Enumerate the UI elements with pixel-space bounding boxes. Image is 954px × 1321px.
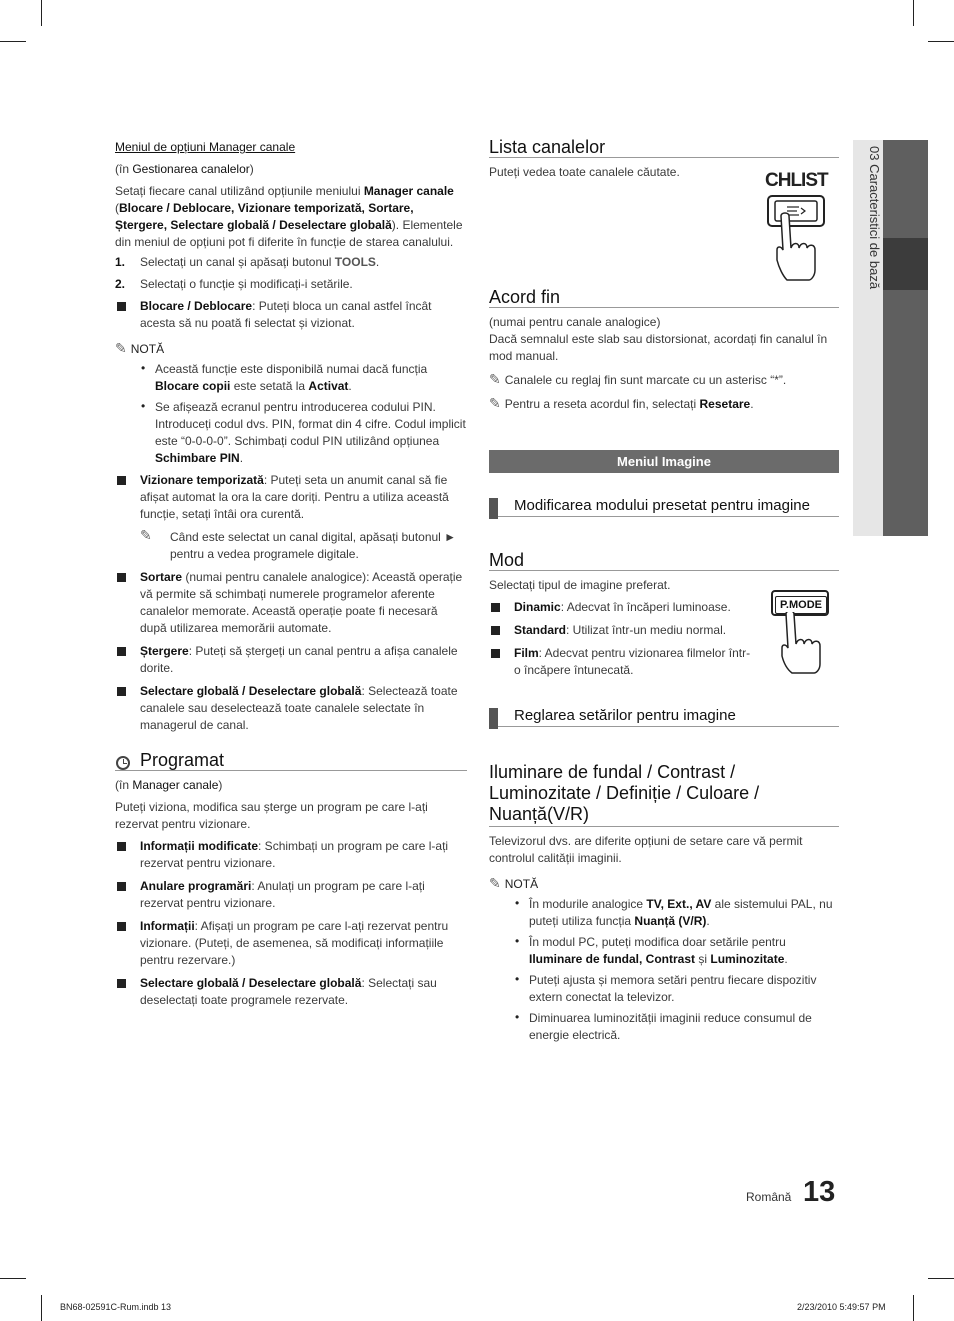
note-heading: ✎ NOTĂ: [115, 340, 165, 356]
iluminare-heading: Iluminare de fundal / Contrast / Luminozitate / Definiție / Culoare / Nuanță(V/R): [489, 762, 839, 827]
programat-path: (în Manager canale): [115, 778, 223, 792]
iluminare-text: Televizorul dvs. are diferite opțiuni de setare care vă permit controlul calității imaginii.: [489, 834, 803, 865]
selectare-item: Selectare globală / Deselectare globală: Selectează toate canalele sau deselectează toate canalele selectate în managerul de canal.: [115, 683, 467, 734]
modificare-heading: Modificarea modului presetat pentru imagine: [489, 497, 839, 517]
pencil-icon: ✎: [140, 527, 152, 543]
step-2: 2. Selectați o funcție și modificați-i setările.: [115, 277, 353, 291]
hand-pressing-icon: [770, 612, 832, 674]
menu-path: (în Gestionarea canalelor): [115, 162, 254, 176]
blocare-item: Blocare / Deblocare: Puteți bloca un canal astfel încât acesta să nu poată fi selectat și vizionat.: [115, 298, 467, 332]
clock-icon: [116, 756, 130, 770]
dinamic-item: Dinamic: Adecvat în încăperi luminoase.: [489, 599, 754, 616]
side-tab-active-marker: [883, 238, 928, 290]
pencil-icon: ✎: [489, 395, 501, 411]
film-item: Film: Adecvat pentru vizionarea filmelor într-o încăpere întunecată.: [489, 645, 754, 679]
note-item: • În modurile analogice TV, Ext., AV ale sistemului PAL, nu puteți utiliza funcția Nuanță (V/R).: [514, 896, 839, 930]
sortare-item: Sortare (numai pentru canalele analogice): Această operație vă permite să schimbați numerele programelor aferente canalelor memorate. Această operație poate fi necesară după utilizarea memorării automate.: [115, 569, 467, 637]
left-column: [115, 139, 467, 1015]
lista-heading: Lista canalelor: [489, 139, 839, 158]
standard-item: Standard: Utilizat într-un mediu normal.: [489, 622, 754, 639]
footer-date: 2/23/2010 5:49:57 PM: [797, 1302, 886, 1312]
note-item: • Se afișează ecranul pentru introducerea codului PIN. Introduceți codul dvs. PIN, format din 4 cifre. Codul implicit este “0-0-0-0”. Schimbați codul PIN utilizând opțiunea Schimbare PIN.: [140, 399, 467, 467]
crop-mark: [0, 41, 26, 42]
modificare-section: [489, 497, 839, 523]
info-modificate-item: Informații modificate: Schimbați un program pe care l-ați rezervat pentru vizionare.: [115, 838, 467, 872]
crop-mark: [913, 0, 914, 26]
reglare-section: [489, 707, 839, 733]
note-item: • Diminuarea luminozității imaginii reduce consumul de energie electrică.: [514, 1010, 839, 1044]
hand-pressing-icon: [765, 192, 827, 282]
iluminare-section: [489, 762, 839, 1048]
crop-mark: [913, 1295, 914, 1321]
pmode-button-illustration: [770, 588, 832, 676]
acord-note-2: ✎ Pentru a reseta acordul fin, selectați Resetare.: [489, 395, 754, 411]
side-tab-dark: [883, 140, 928, 536]
stergere-item: Ștergere: Puteți să ștergeți un canal pentru a afișa canalele dorite.: [115, 643, 467, 677]
crop-mark: [928, 41, 954, 42]
note-item: • Puteți ajusta și memora setări pentru fiecare dispozitiv extern conectat la televizor.: [514, 972, 839, 1006]
pencil-icon: ✎: [115, 340, 127, 356]
note-item: • În modul PC, puteți modifica doar setările pentru Iluminare de fundal, Contrast și Luminozitate.: [514, 934, 839, 968]
pencil-icon: ✎: [489, 371, 501, 387]
selectare-programe-item: Selectare globală / Deselectare globală: Selectați sau deselectați toate programele rezervate.: [115, 975, 467, 1009]
mod-intro: Selectați tipul de imagine preferat.: [489, 578, 671, 592]
programat-intro: Puteți viziona, modifica sau șterge un program pe care l-ați rezervat pentru vizionare.: [115, 800, 428, 831]
crop-mark: [41, 0, 42, 26]
note-heading: ✎ NOTĂ: [489, 875, 539, 891]
chlist-button-illustration: [765, 170, 827, 282]
chlist-label: CHLIST: [765, 170, 828, 191]
crop-mark: [0, 1278, 26, 1279]
programat-heading: Programat: [115, 752, 467, 771]
crop-mark: [41, 1295, 42, 1321]
step-1: 1. Selectați un canal și apăsați butonul TOOLS.: [115, 255, 380, 269]
pencil-icon: ✎: [489, 875, 501, 891]
lista-text: Puteți vedea toate canalele căutate.: [489, 165, 680, 179]
acord-sub: (numai pentru canale analogice): [489, 315, 661, 329]
note-item: • Această funcție este disponibilă numai dacă funcția Blocare copii este setată la Activat.: [140, 361, 467, 395]
acord-section: [489, 289, 839, 413]
vizionare-note: ✎ Când este selectat un canal digital, apăsați butonul ► pentru a vedea programele digitale.: [140, 527, 457, 561]
acord-heading: Acord fin: [489, 289, 839, 308]
acord-text: Dacă semnalul este slab sau distorsionat, acordați fin canalul în mod manual.: [489, 332, 828, 363]
menu-imagine-bar: Meniul Imagine: [489, 450, 839, 473]
page-language: Română: [746, 1190, 792, 1204]
footer-file: BN68-02591C-Rum.indb 13: [60, 1302, 172, 1312]
vizionare-item: Vizionare temporizată: Puteți seta un anumit canal să fie afișat automat la ora la care doriți. Pentru a utiliza această funcție, setați întâi ora curentă.: [115, 472, 467, 523]
crop-mark: [928, 1278, 954, 1279]
intro-paragraph: Setați fiecare canal utilizând opțiunile meniului Manager canale (Blocare / Deblocare, Vizionare temporizată, Sortare, Ștergere, Selectare globală / Deselectare globală). Elementele din meniul de opțiuni pot fi diferite în funcție de starea canalului.: [115, 184, 463, 249]
informatii-item: Informații: Afișați un program pe care l-ați rezervat pentru vizionare. (Puteți, de asemenea, să modificați informațiile pentru rezervare.): [115, 918, 467, 969]
menu-title: Meniul de opțiuni Manager canale: [115, 140, 296, 154]
page-number: 13: [803, 1176, 836, 1208]
reglare-heading: Reglarea setărilor pentru imagine: [489, 707, 839, 727]
side-tab-label: 03 Caracteristici de bază: [867, 146, 882, 290]
mod-heading: Mod: [489, 552, 839, 571]
pmode-label: P.MODE: [775, 596, 827, 614]
acord-note-1: ✎ Canalele cu reglaj fin sunt marcate cu un asterisc “*”.: [489, 371, 787, 387]
anulare-item: Anulare programări: Anulați un program pe care l-ați rezervat pentru vizionare.: [115, 878, 467, 912]
